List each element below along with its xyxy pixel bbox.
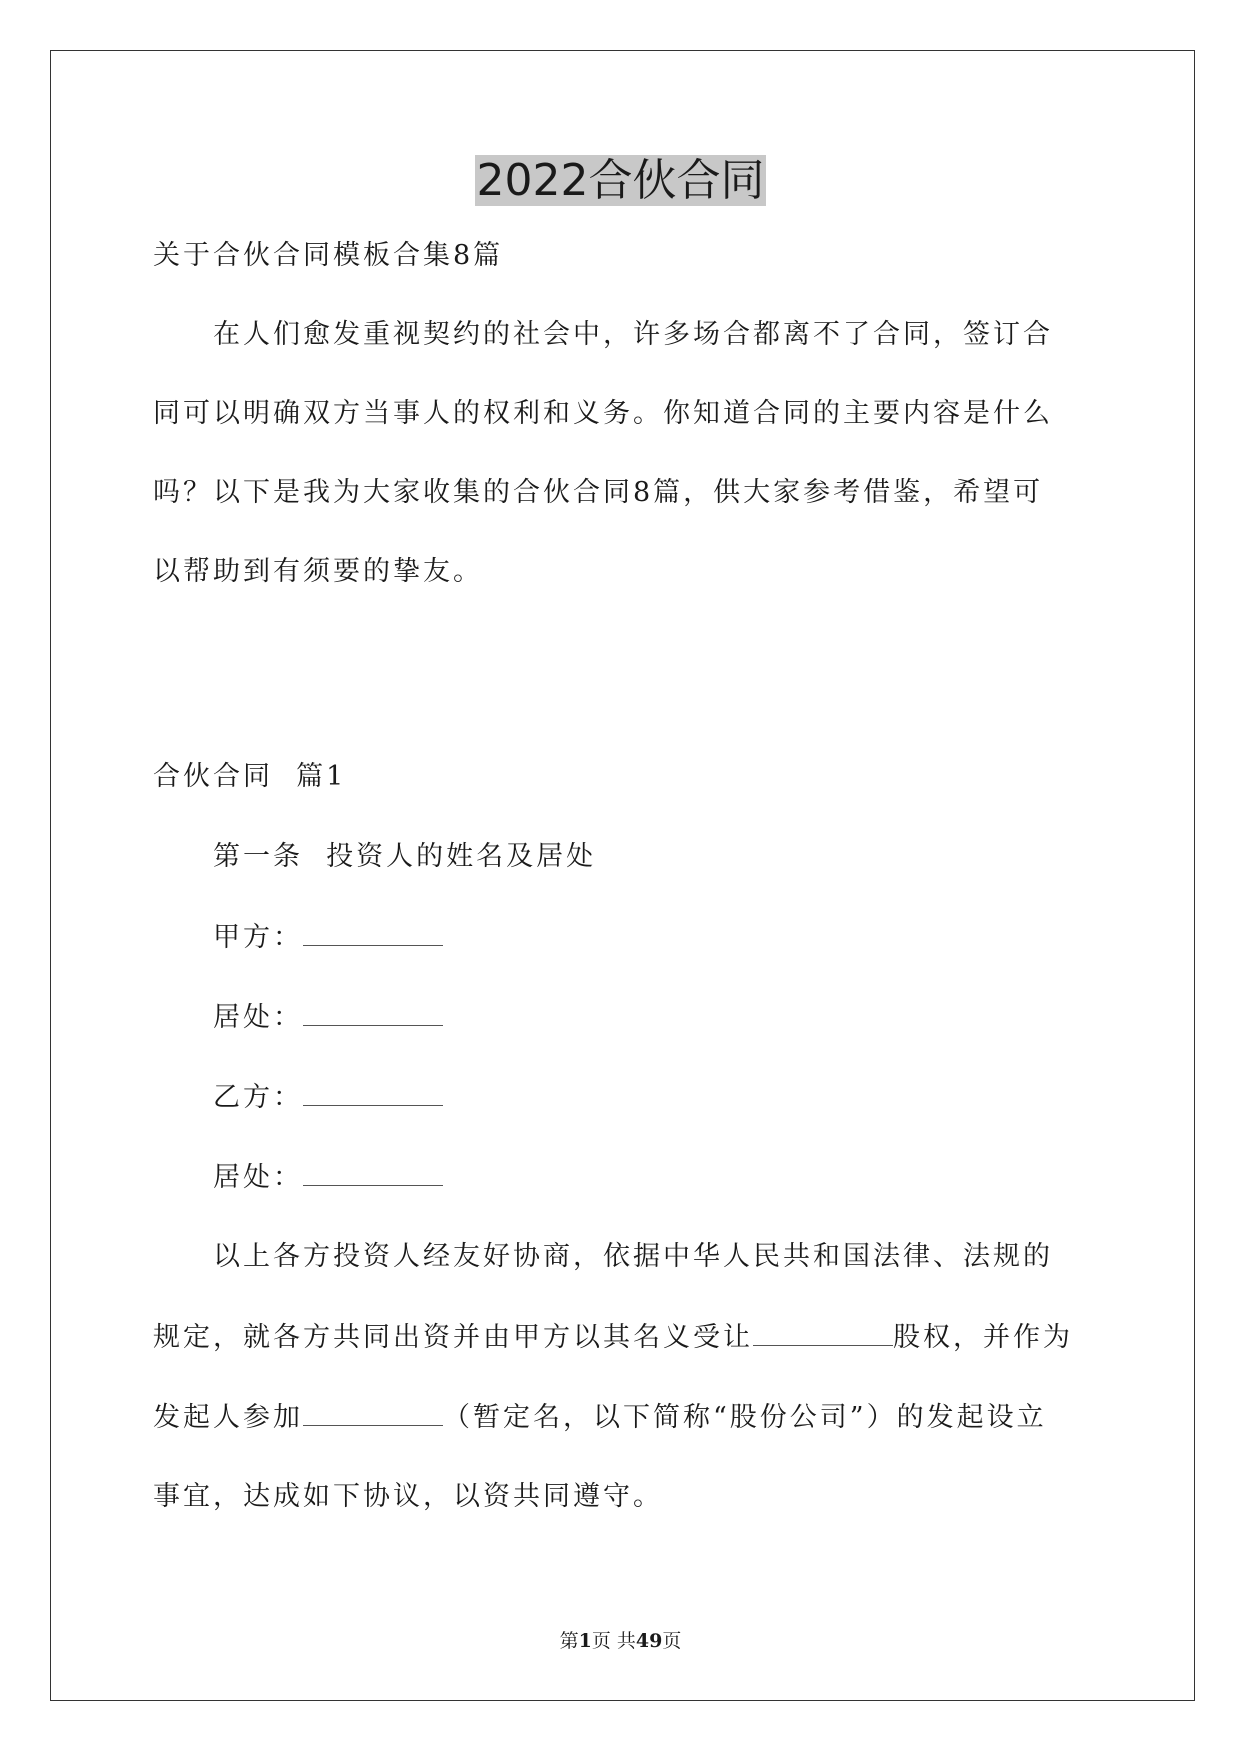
footer-mid: 页 共 xyxy=(591,1630,636,1652)
party-b-address-blank[interactable] xyxy=(303,1157,443,1186)
body-line-2-end: 股权，并作为 xyxy=(893,1322,1073,1353)
company-name-blank[interactable] xyxy=(303,1397,443,1426)
article-one-heading: 第一条 投资人的姓名及居处 xyxy=(213,841,597,872)
document-title-text: 2022合伙合同 xyxy=(476,155,765,206)
document-subtitle: 关于合伙合同模板合集8篇 xyxy=(153,240,504,271)
party-b-name-field xyxy=(213,1077,1153,1118)
party-a-address-label: 居处： xyxy=(213,1002,303,1033)
party-a-name-blank[interactable] xyxy=(303,917,443,946)
page-footer xyxy=(0,1628,1241,1654)
intro-line-2: 同可以明确双方当事人的权利和义务。你知道合同的主要内容是什么 xyxy=(153,398,1053,429)
intro-line-1: 在人们愈发重视契约的社会中，许多场合都离不了合同，签订合 xyxy=(213,319,1053,350)
equity-blank[interactable] xyxy=(753,1317,893,1346)
party-a-name-field xyxy=(213,917,1153,958)
document-title xyxy=(0,150,1241,212)
body-line-2-start: 规定，就各方共同出资并由甲方以其名义受让 xyxy=(153,1322,753,1353)
intro-line-3: 吗？以下是我为大家收集的合伙合同8篇，供大家参考借鉴，希望可 xyxy=(153,477,1044,508)
party-a-label: 甲方： xyxy=(213,922,303,953)
party-b-name-blank[interactable] xyxy=(303,1077,443,1106)
party-a-address-field xyxy=(213,997,1153,1038)
party-b-address-label: 居处： xyxy=(213,1162,303,1193)
party-b-label: 乙方： xyxy=(213,1082,303,1113)
footer-total-pages: 49 xyxy=(635,1630,663,1652)
body-line-3-end: （暂定名，以下简称“股份公司”）的发起设立 xyxy=(443,1402,1047,1433)
footer-page-number: 1 xyxy=(578,1630,592,1652)
body-line-3-start: 发起人参加 xyxy=(153,1402,303,1433)
footer-suffix: 页 xyxy=(662,1630,682,1652)
party-b-address-field xyxy=(213,1157,1153,1198)
body-line-1: 以上各方投资人经友好协商，依据中华人民共和国法律、法规的 xyxy=(213,1241,1053,1272)
section-heading: 合伙合同 篇1 xyxy=(153,761,347,792)
party-a-address-blank[interactable] xyxy=(303,997,443,1026)
intro-line-4: 以帮助到有须要的挚友。 xyxy=(153,556,483,587)
footer-prefix: 第 xyxy=(559,1630,579,1652)
body-line-2 xyxy=(153,1317,1093,1358)
body-line-3 xyxy=(153,1397,1093,1438)
body-line-4: 事宜，达成如下协议，以资共同遵守。 xyxy=(153,1481,663,1512)
